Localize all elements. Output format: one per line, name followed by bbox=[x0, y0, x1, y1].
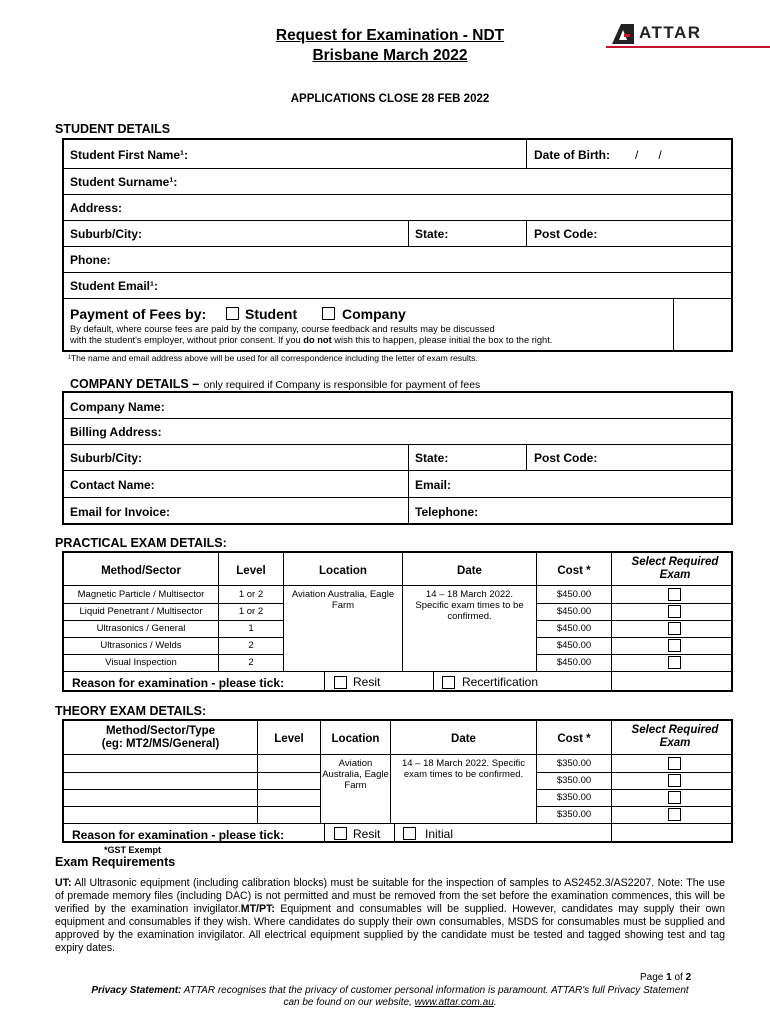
practical-level: 2 bbox=[248, 657, 254, 668]
theory-level-field[interactable] bbox=[259, 790, 319, 804]
practical-select-checkbox[interactable] bbox=[668, 622, 681, 635]
practical-header-cost: Cost * bbox=[557, 565, 591, 577]
theory-header-method: Method/Sector/Type (eg: MT2/MS/General) bbox=[101, 725, 220, 750]
theory-reason-row bbox=[64, 823, 731, 843]
practical-select-checkbox[interactable] bbox=[668, 639, 681, 652]
applications-close: APPLICATIONS CLOSE 28 FEB 2022 bbox=[290, 93, 490, 105]
company-state-field[interactable]: State: bbox=[415, 451, 449, 465]
telephone-field[interactable]: Telephone: bbox=[415, 505, 479, 519]
practical-header-location: Location bbox=[319, 565, 367, 577]
suburb-field[interactable]: Suburb/City: bbox=[70, 227, 142, 241]
company-row-invoice bbox=[64, 498, 731, 523]
company-details-form bbox=[62, 391, 733, 525]
theory-initial-checkbox[interactable] bbox=[403, 827, 416, 840]
practical-recert-checkbox[interactable] bbox=[442, 676, 455, 689]
logo-underline bbox=[606, 46, 770, 48]
practical-method: Magnetic Particle / Multisector bbox=[77, 589, 205, 600]
theory-level-field[interactable] bbox=[259, 807, 319, 821]
payment-note-line2: with the student's employer, without prior consent. If you do not wish this to happen, please initial the box to the right. bbox=[70, 335, 553, 345]
theory-method-field[interactable] bbox=[66, 756, 256, 770]
student-row-phone bbox=[64, 247, 731, 273]
theory-exam-row bbox=[64, 789, 731, 806]
student-row-surname bbox=[64, 169, 731, 195]
first-name-field[interactable]: Student First Name¹: bbox=[70, 148, 189, 162]
phone-field[interactable]: Phone: bbox=[70, 253, 111, 267]
attar-logo bbox=[606, 20, 766, 50]
title-line-1: Request for Examination - NDT bbox=[275, 27, 505, 44]
theory-reason-label: Reason for examination - please tick: bbox=[72, 828, 285, 842]
company-section-title: COMPANY DETAILS – bbox=[70, 377, 200, 391]
practical-header-row bbox=[64, 553, 731, 586]
practical-level: 2 bbox=[248, 640, 254, 651]
theory-resit-label: Resit bbox=[353, 827, 381, 841]
company-suburb-field[interactable]: Suburb/City: bbox=[70, 451, 142, 465]
student-details-form bbox=[62, 138, 733, 352]
student-row-address bbox=[64, 195, 731, 221]
theory-section-title: THEORY EXAM DETAILS: bbox=[55, 704, 207, 718]
practical-select-checkbox[interactable] bbox=[668, 588, 681, 601]
theory-method-field[interactable] bbox=[66, 807, 256, 821]
theory-cost: $350.00 bbox=[556, 792, 592, 803]
requirements-text bbox=[55, 877, 725, 955]
practical-method: Ultrasonics / Welds bbox=[100, 640, 182, 651]
practical-exam-row bbox=[64, 654, 731, 671]
theory-date: 14 – 18 March 2022. Specific exam times to be confirmed. bbox=[401, 758, 526, 780]
gst-exempt-note: *GST Exempt bbox=[104, 845, 162, 855]
dob-field[interactable]: Date of Birth: bbox=[534, 148, 610, 162]
practical-recert-label: Recertification bbox=[462, 675, 539, 689]
mtpt-text: Equipment and consumables will be supplied. However, candidates may supply their own equipment and consumables if they wish. Where candidates do supply their own consumables, MSDS for consumables must be supplied and approved by the examination invigilator. All electrical equipment supplied by the candidate must be tested and tagged showing test and tag expiry dates. bbox=[55, 903, 725, 954]
practical-method: Liquid Penetrant / Multisector bbox=[79, 606, 203, 617]
contact-name-field[interactable]: Contact Name: bbox=[70, 478, 155, 492]
dob-separators: / / bbox=[635, 148, 662, 162]
theory-select-checkbox[interactable] bbox=[668, 774, 681, 787]
practical-cost: $450.00 bbox=[556, 623, 592, 634]
practical-reason-row bbox=[64, 671, 731, 692]
practical-cost: $450.00 bbox=[556, 606, 592, 617]
theory-header-row bbox=[64, 721, 731, 755]
company-email-field[interactable]: Email: bbox=[415, 478, 452, 492]
payment-note-line1: By default, where course fees are paid by the company, course feedback and results may be discussed bbox=[70, 324, 495, 334]
state-field[interactable]: State: bbox=[415, 227, 449, 241]
initial-box[interactable] bbox=[674, 299, 731, 350]
student-row-name bbox=[64, 140, 731, 169]
practical-exam-row bbox=[64, 637, 731, 654]
theory-method-field[interactable] bbox=[66, 773, 256, 787]
practical-level: 1 or 2 bbox=[238, 589, 264, 600]
student-row-suburb bbox=[64, 221, 731, 247]
practical-cost: $450.00 bbox=[556, 640, 592, 651]
theory-cost: $350.00 bbox=[556, 775, 592, 786]
billing-address-field[interactable]: Billing Address: bbox=[70, 425, 162, 439]
student-footnote: ¹The name and email address above will be used for all correspondence including the letter of exam results. bbox=[68, 353, 478, 363]
theory-select-checkbox[interactable] bbox=[668, 808, 681, 821]
student-row-email bbox=[64, 273, 731, 299]
practical-date: 14 – 18 March 2022. Specific exam times to be confirmed. bbox=[415, 589, 524, 622]
theory-level-field[interactable] bbox=[259, 756, 319, 770]
company-section-note: only required if Company is responsible for payment of fees bbox=[203, 379, 481, 391]
payment-label: Payment of Fees by: bbox=[70, 306, 207, 322]
practical-header-level: Level bbox=[236, 565, 266, 577]
practical-method: Ultrasonics / General bbox=[96, 623, 186, 634]
logo-text: ATTAR bbox=[639, 23, 702, 42]
theory-exam-table bbox=[62, 719, 733, 843]
practical-resit-checkbox[interactable] bbox=[334, 676, 347, 689]
practical-header-select: Select Required Exam bbox=[631, 556, 719, 581]
practical-exam-row bbox=[64, 620, 731, 637]
practical-select-checkbox[interactable] bbox=[668, 605, 681, 618]
practical-cost: $450.00 bbox=[556, 657, 592, 668]
address-field[interactable]: Address: bbox=[70, 201, 123, 215]
theory-cost: $350.00 bbox=[556, 809, 592, 820]
surname-field[interactable]: Student Surname¹: bbox=[70, 175, 178, 189]
title-line-2: Brisbane March 2022 bbox=[312, 47, 468, 64]
practical-method: Visual Inspection bbox=[105, 657, 177, 668]
theory-header-select: Select Required Exam bbox=[631, 724, 719, 749]
postcode-field[interactable]: Post Code: bbox=[534, 227, 598, 241]
theory-header-location: Location bbox=[331, 733, 380, 745]
practical-cost: $450.00 bbox=[556, 589, 592, 600]
practical-reason-label: Reason for examination - please tick: bbox=[72, 676, 285, 690]
practical-level: 1 or 2 bbox=[238, 606, 264, 617]
payment-company-checkbox[interactable] bbox=[322, 307, 335, 320]
privacy-statement: Privacy Statement: ATTAR recognises that the privacy of customer personal information is paramount. ATTAR's full Privacy Statement can be found on our website, www.attar.com.au. bbox=[91, 985, 689, 1008]
ut-label: UT: bbox=[55, 877, 72, 889]
practical-section-title: PRACTICAL EXAM DETAILS: bbox=[55, 536, 227, 550]
theory-exam-row bbox=[64, 806, 731, 823]
theory-resit-checkbox[interactable] bbox=[334, 827, 347, 840]
company-row-name bbox=[64, 393, 731, 419]
student-email-field[interactable]: Student Email¹: bbox=[70, 279, 159, 293]
theory-initial-label: Initial bbox=[425, 827, 454, 841]
theory-header-cost: Cost * bbox=[557, 733, 591, 745]
theory-cost: $350.00 bbox=[556, 758, 592, 769]
company-row-suburb bbox=[64, 445, 731, 471]
payment-student-label: Student bbox=[245, 306, 298, 322]
attar-logo-icon bbox=[612, 24, 634, 44]
company-row-billing bbox=[64, 419, 731, 445]
practical-select-checkbox[interactable] bbox=[668, 656, 681, 669]
page-number: Page 1 of 2 bbox=[640, 972, 692, 983]
payment-company-label: Company bbox=[342, 306, 406, 322]
practical-header-method: Method/Sector bbox=[101, 565, 181, 577]
invoice-email-field[interactable]: Email for Invoice: bbox=[70, 505, 171, 519]
company-name-field[interactable]: Company Name: bbox=[70, 400, 165, 414]
company-row-contact bbox=[64, 471, 731, 498]
theory-level-field[interactable] bbox=[259, 773, 319, 787]
practical-resit-label: Resit bbox=[353, 675, 381, 689]
ut-text: All Ultrasonic equipment (including calibration blocks) must be suitable for the inspection of samples to AS2452.3/AS2207. Note: The use of premade memory files (including DAC) is not permitted and must be removed from the set before the examination commences, this will be verified by the examination invigilator. bbox=[55, 877, 725, 915]
practical-location: Aviation Australia, Eagle Farm bbox=[291, 589, 395, 611]
theory-header-level: Level bbox=[274, 733, 304, 745]
theory-select-checkbox[interactable] bbox=[668, 791, 681, 804]
student-section-title: STUDENT DETAILS bbox=[55, 122, 171, 136]
practical-level: 1 bbox=[248, 623, 254, 634]
theory-select-checkbox[interactable] bbox=[668, 757, 681, 770]
payment-student-checkbox[interactable] bbox=[226, 307, 239, 320]
privacy-link[interactable]: www.attar.com.au bbox=[414, 997, 494, 1008]
theory-location: Aviation Australia, Eagle Farm bbox=[322, 758, 389, 791]
theory-method-field[interactable] bbox=[66, 790, 256, 804]
theory-header-date: Date bbox=[451, 733, 476, 745]
practical-exam-table bbox=[62, 551, 733, 692]
requirements-title: Exam Requirements bbox=[55, 855, 176, 869]
practical-header-date: Date bbox=[457, 565, 482, 577]
mtpt-label: MT/PT: bbox=[240, 903, 275, 915]
student-row-payment bbox=[64, 299, 731, 350]
company-postcode-field[interactable]: Post Code: bbox=[534, 451, 598, 465]
